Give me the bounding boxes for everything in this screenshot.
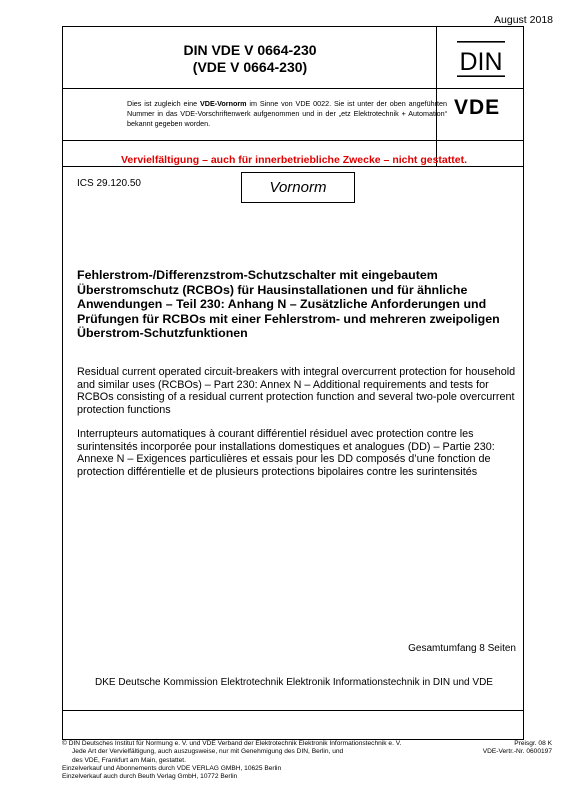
total-pages: Gesamtumfang 8 Seiten xyxy=(408,643,516,654)
svg-text:DIN: DIN xyxy=(459,48,503,76)
document-type-badge: Vornorm xyxy=(241,172,355,203)
header-divider-vertical xyxy=(436,27,437,167)
publication-date: August 2018 xyxy=(494,14,553,26)
dke-commission: DKE Deutsche Kommission Elektrotechnik Elektronik Informationstechnik in DIN und VDE xyxy=(95,677,493,688)
copyright-line: des VDE, Frankfurt am Main, gestattet. xyxy=(72,756,186,764)
price-info xyxy=(483,740,552,757)
vde-order-number: VDE-Vertr.-Nr. 0600197 xyxy=(482,748,552,756)
vde-note-bold: VDE-Vornorm xyxy=(199,99,247,108)
footer-divider xyxy=(63,710,523,711)
price-group: Preisgr. 08 K xyxy=(514,740,552,747)
header-divider-3 xyxy=(63,166,523,167)
din-logo xyxy=(454,40,508,78)
header-divider-1 xyxy=(63,88,523,89)
standard-number-block xyxy=(64,42,436,76)
reproduction-warning: Vervielfältigung – auch für innerbetriebliche Zwecke – nicht gestattet. xyxy=(120,154,467,166)
copyright-notice xyxy=(62,740,454,781)
copyright-line: Jede Art der Vervielfältigung, auch auszugsweise, nur mit Genehmigung des DIN, Berlin, und xyxy=(72,748,344,756)
title-french: Interrupteurs automatiques à courant différentiel résiduel avec protection contre les surintensités incorporée pour installations domestiques et analogues (DD) – Partie 230: Annexe N – Exigences particulières et essais pour les DD composés d’une fonction de protection différentielle et de plusieurs protections bipolaires contre les surintensités xyxy=(77,428,495,478)
copyright-line: © DIN Deutsches Institut für Normung e. V. und VDE Verband der Elektrotechnik Elektronik Informationstechnik e. V. xyxy=(62,740,402,747)
vde-classification-number: (VDE V 0664-230) xyxy=(192,59,308,75)
vde-prestandard-note xyxy=(127,99,447,129)
header-divider-2 xyxy=(63,140,523,141)
ics-code: ICS 29.120.50 xyxy=(77,178,141,189)
standard-number: DIN VDE V 0664-230 xyxy=(183,42,317,58)
vde-logo: VDE xyxy=(454,96,501,119)
copyright-line: Einzelverkauf auch durch Beuth Verlag GmbH, 10772 Berlin xyxy=(62,773,238,781)
vde-note-suffix: im Sinne von VDE 0022. Sie ist unter der oben angeführten Nummer in das VDE-Vorschriftenwerk aufgenommen und in der „etz Elektrotechnik + Automation“ bekannt gegeben worden. xyxy=(127,99,447,128)
copyright-line: Einzelverkauf und Abonnements durch VDE VERLAG GMBH, 10625 Berlin xyxy=(62,764,282,772)
title-german: Fehlerstrom-/Differenzstrom-Schutzschalter mit eingebautem Überstromschutz (RCBOs) für Hausinstallationen und für ähnliche Anwendungen – Teil 230: Anhang N – Zusätzliche Anforderungen und Prüfungen für RCBOs mit einer Fehlerstrom- und mehreren zweipoligen Überstrom-Schutzfunktionen xyxy=(77,268,500,340)
title-english: Residual current operated circuit-breakers with integral overcurrent protection for household and similar uses (RCBOs) – Part 230: Annex N – Additional requirements and tests for RCBOs consisting of a residual current protection function and several two-pole overcurrent protection functions xyxy=(77,366,516,416)
vde-note-prefix: Dies ist zugleich eine xyxy=(127,99,200,108)
